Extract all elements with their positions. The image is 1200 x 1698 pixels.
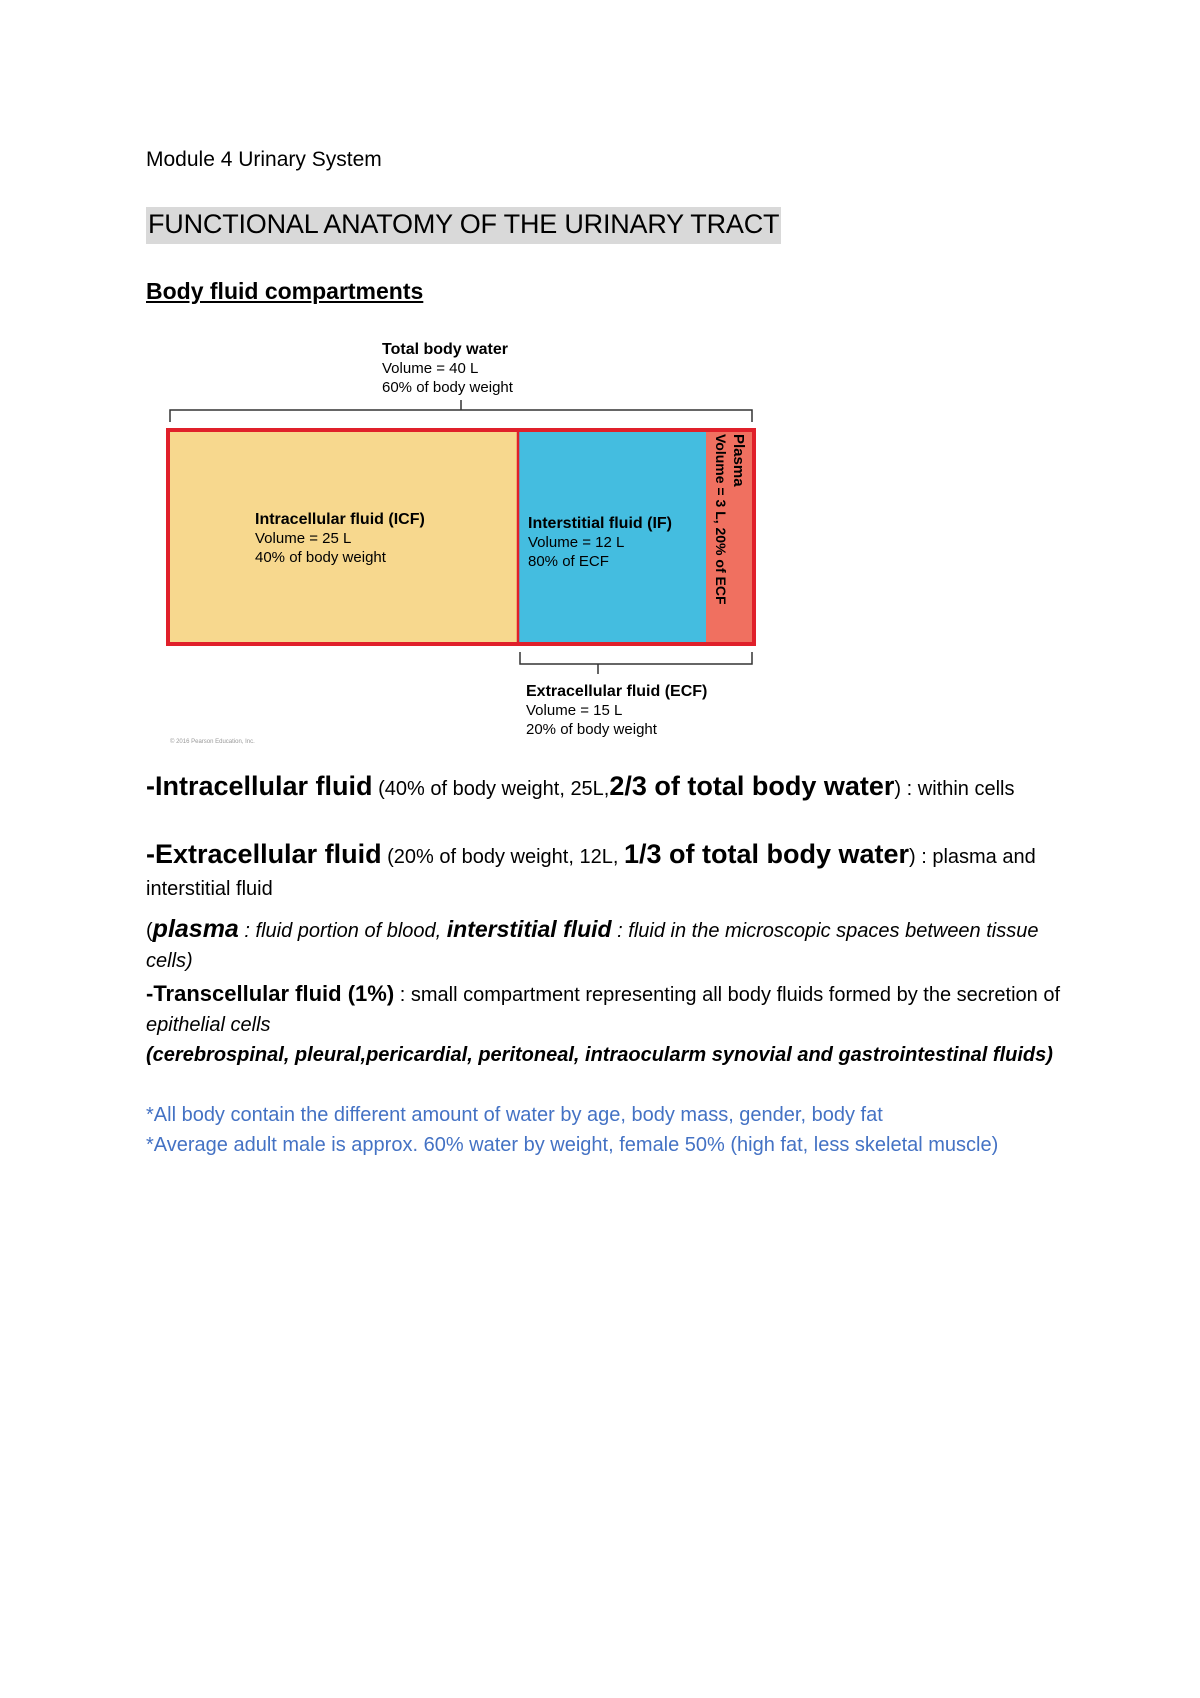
if-line2: 80% of ECF (528, 553, 609, 570)
transcellular-detail: : small compartment representing all body fluids formed by the secretion of (394, 984, 1061, 1006)
total-line2: 60% of body weight (382, 379, 513, 396)
paragraph-notes (146, 1100, 1066, 1160)
ecf-fraction: 1/3 of total body water (623, 839, 909, 869)
note-line-1: *All body contain the different amount of water by age, body mass, gender, body fat (146, 1104, 883, 1126)
ecf-bracket (520, 652, 752, 674)
if-title: Interstitial fluid (IF) (528, 515, 672, 532)
ecf-line1: Volume = 15 L (526, 702, 623, 719)
body-fluid-figure (140, 330, 780, 750)
plasma-label-group (730, 434, 747, 487)
plasma-line1: Volume = 3 L, 20% of ECF (713, 434, 729, 605)
plasma-definition: : fluid portion of blood, (238, 920, 447, 942)
total-bracket (170, 400, 752, 422)
interstitial-term: interstitial fluid (446, 916, 612, 942)
if-line1: Volume = 12 L (528, 534, 625, 551)
note-line-2: *Average adult male is approx. 60% water by weight, female 50% (high fat, less skeletal muscle) (146, 1134, 999, 1156)
ecf-detail: (20% of body weight, 12L, (381, 846, 624, 868)
plasma-term: plasma (152, 915, 239, 943)
icf-fraction: 2/3 of total body water (609, 771, 895, 801)
transcellular-term: -Transcellular fluid (1%) (146, 981, 395, 1006)
body-fluid-diagram (140, 330, 780, 750)
icf-detail: (40% of body weight, 25L, (372, 778, 610, 800)
paragraph-intracellular (146, 770, 1066, 805)
paren-open: ( (146, 920, 153, 942)
ecf-term: -Extracellular fluid (146, 839, 382, 869)
section-heading: FUNCTIONAL ANATOMY OF THE URINARY TRACT (146, 207, 781, 244)
ecf-line2: 20% of body weight (526, 721, 657, 738)
paragraph-fluid-list: (cerebrospinal, pleural,pericardial, peritoneal, intraocularm synovial and gastrointestinal fluids) (146, 1044, 1053, 1066)
plasma-volume-group (713, 434, 729, 605)
plasma-title: Plasma (730, 434, 747, 487)
total-title: Total body water (382, 341, 508, 358)
module-title: Module 4 Urinary System (146, 148, 382, 171)
paragraph-extracellular (146, 838, 1066, 905)
epithelial-term: epithelial cells (146, 1014, 271, 1036)
figure-credit: © 2016 Pearson Education, Inc. (170, 739, 255, 745)
icf-term: -Intracellular fluid (146, 771, 373, 801)
ecf-location: ) : plasma and interstitial fluid (146, 846, 1036, 900)
paragraph-transcellular (146, 979, 1066, 1040)
paragraph-definitions (146, 914, 1066, 976)
ecf-title: Extracellular fluid (ECF) (526, 683, 708, 700)
sub-heading: Body fluid compartments (146, 278, 424, 304)
icf-title: Intracellular fluid (ICF) (255, 511, 425, 528)
icf-line1: Volume = 25 L (255, 530, 352, 547)
icf-line2: 40% of body weight (255, 549, 386, 566)
total-line1: Volume = 40 L (382, 360, 479, 377)
interstitial-definition: : fluid in the microscopic spaces between tissue cells) (146, 920, 1039, 972)
icf-location: ) : within cells (894, 778, 1015, 800)
